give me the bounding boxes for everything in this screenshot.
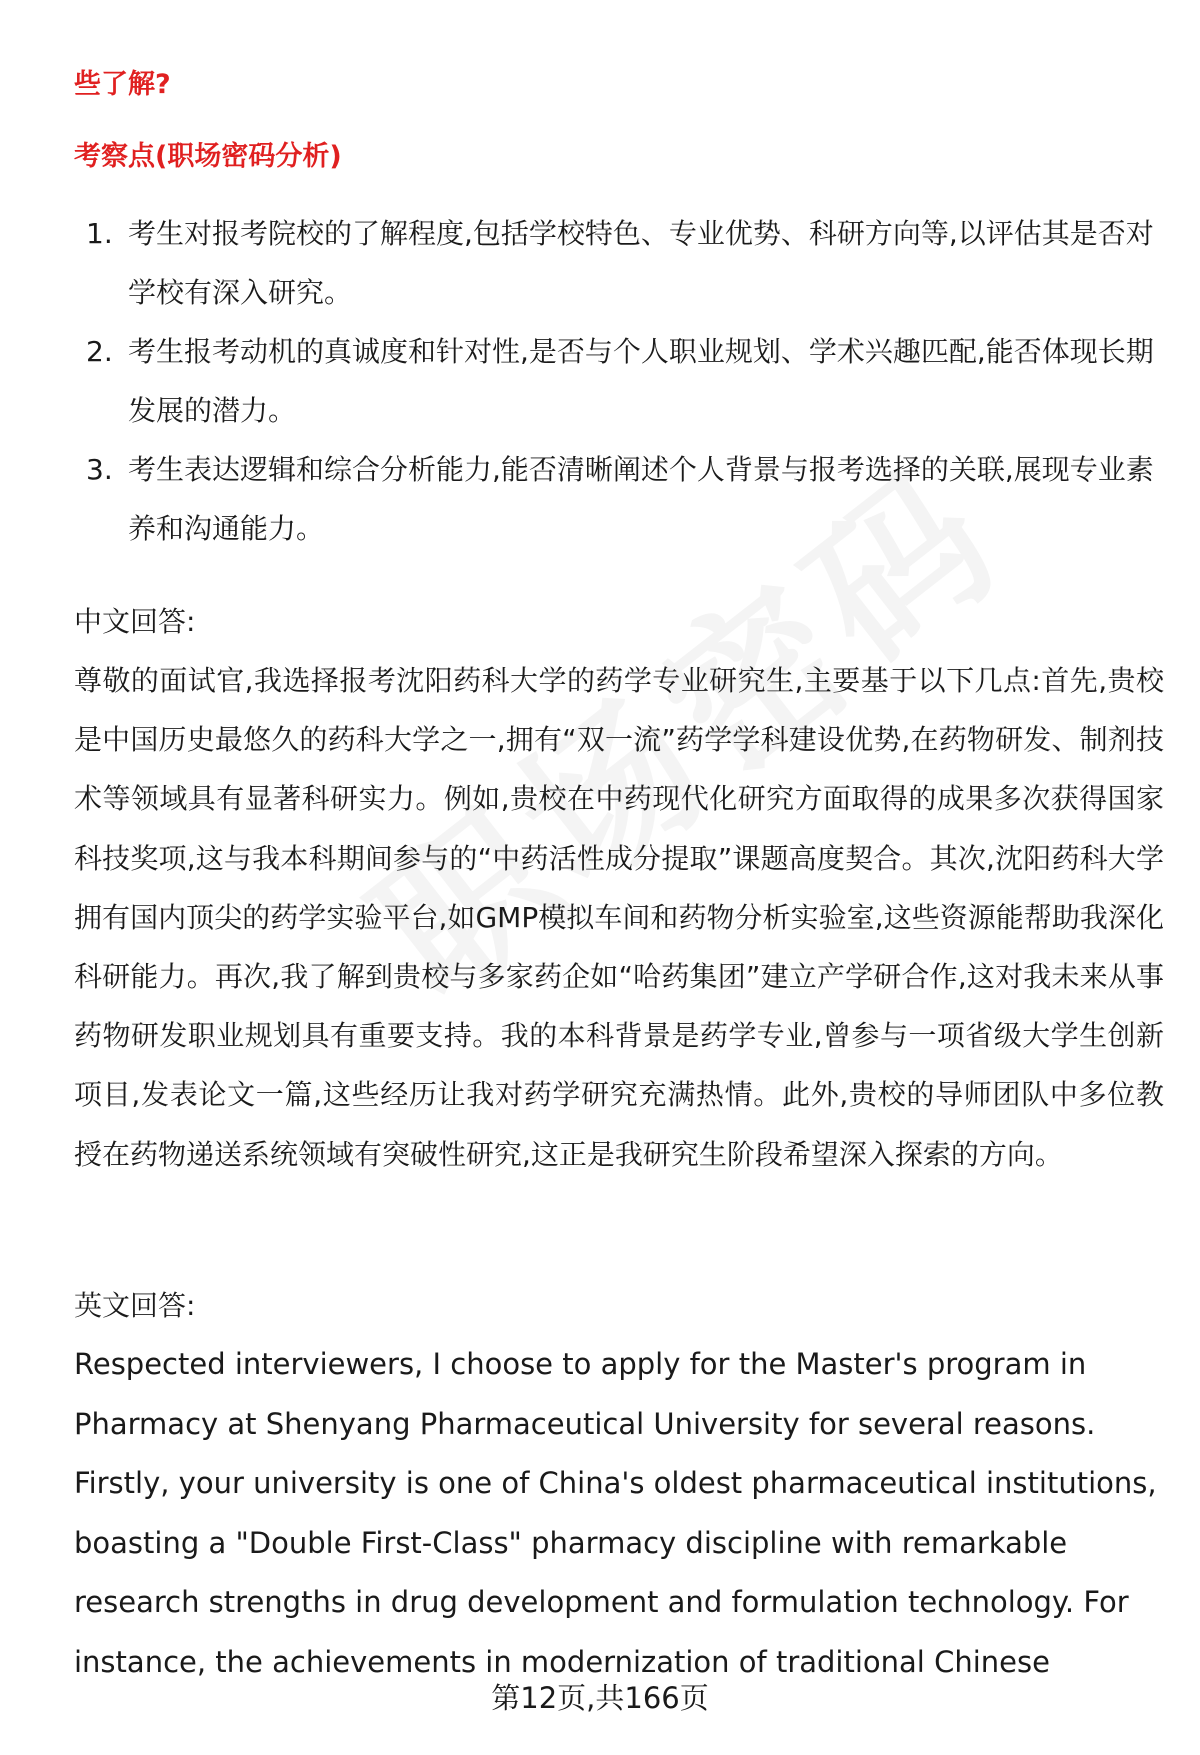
list-item-text: 考生表达逻辑和综合分析能力,能否清晰阐述个人背景与报考选择的关联,展现专业素养和沟通能力。 — [128, 453, 1154, 545]
list-number: 2. — [86, 335, 113, 368]
list-item-text: 考生对报考院校的了解程度,包括学校特色、专业优势、科研方向等,以评估其是否对学校有深入研究。 — [128, 217, 1154, 309]
chinese-answer-label: 中文回答: — [74, 605, 196, 638]
list-number: 3. — [86, 453, 113, 486]
question-tail: 些了解? — [74, 69, 171, 100]
english-answer-label: 英文回答: — [74, 1289, 196, 1322]
list-number: 1. — [86, 217, 113, 250]
list-item — [74, 440, 1154, 558]
list-item-text: 考生报考动机的真诚度和针对性,是否与个人职业规划、学术兴趣匹配,能否体现长期发展的潜力。 — [128, 335, 1154, 427]
page-footer: 第12页,共166页 — [491, 1681, 709, 1715]
english-answer-text: Respected interviewers, I choose to apply for the Master's program in Pharmacy at Shenyang Pharmaceutical University for several reasons. Firstly, your university is one of China's oldest pharmaceutical institutions, boasting a "Double First-Class" pharmacy discipline with remarkable research strengths in drug development and formulation technology. For instance, the achievements in modernization of traditional Chinese — [74, 1347, 1157, 1679]
chinese-answer-text: 尊敬的面试官,我选择报考沈阳药科大学的药学专业研究生,主要基于以下几点:首先,贵校是中国历史最悠久的药科大学之一,拥有“双一流”药学学科建设优势,在药物研发、制剂技术等领域具有显著科研实力。例如,贵校在中药现代化研究方面取得的成果多次获得国家科技奖项,这与我本科期间参与的“中药活性成分提取”课题高度契合。其次,沈阳药科大学拥有国内顶尖的药学实验平台,如GMP模拟车间和药物分析实验室,这些资源能帮助我深化科研能力。再次,我了解到贵校与多家药企如“哈药集团”建立产学研合作,这对我未来从事药物研发职业规划具有重要支持。我的本科背景是药学专业,曾参与一项省级大学生创新项目,发表论文一篇,这些经历让我对药学研究充满热情。此外,贵校的导师团队中多位教授在药物递送系统领域有突破性研究,这正是我研究生阶段希望深入探索的方向。 — [74, 664, 1164, 1171]
list-item — [74, 322, 1154, 440]
key-points-list — [74, 204, 1154, 558]
list-item — [74, 204, 1154, 322]
key-points-heading: 考察点(职场密码分析) — [74, 141, 342, 172]
